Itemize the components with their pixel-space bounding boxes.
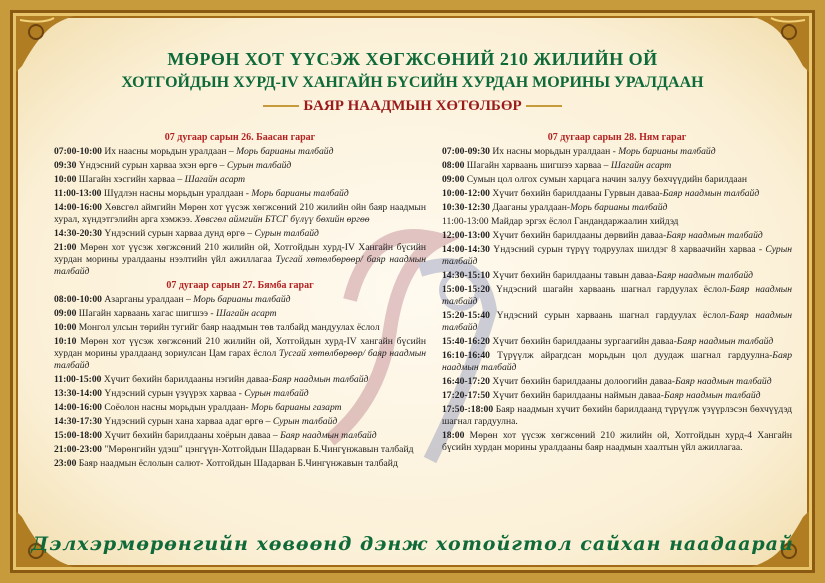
schedule-time: 14:30-17:30 bbox=[54, 416, 102, 427]
schedule-item bbox=[54, 294, 426, 306]
schedule-item bbox=[54, 174, 426, 186]
schedule-item bbox=[442, 284, 792, 308]
schedule-right-column bbox=[442, 130, 792, 456]
schedule-place: Хөвсгөл аймгийн БТСГ бүлүү бөхийн өргөө bbox=[194, 214, 370, 225]
schedule-place: Тусгай хөтөлбөрөөр/ баяр наадмын талбайд bbox=[54, 348, 426, 371]
schedule-item bbox=[54, 444, 426, 456]
schedule-time: 13:30-14:00 bbox=[54, 388, 102, 399]
day-title: 07 дугаар сарын 26. Баасан гараг bbox=[164, 132, 316, 143]
schedule-text: Мөрөн хот үүсэж хөгжсөний 210 жилийн ой, Хотгойдын хурд-4 Хангайн бүсийн хурдан морины уралдааны баяр наадмын хаалтын үйл ажиллагаа. bbox=[442, 430, 792, 453]
schedule-text: Хүчит бөхийн барилдааны дөрвийн даваа- bbox=[489, 230, 667, 241]
schedule-item bbox=[442, 202, 792, 214]
schedule-item bbox=[54, 242, 426, 278]
schedule-item bbox=[54, 336, 426, 372]
schedule-place: Баяр наадмын талбайд bbox=[656, 270, 753, 281]
schedule-text: Баяр наадмын хүчит бөхийн барилдаанд түрүүлж үзүүрлэсэн бөхчүүдэд шагнал гардуулна. bbox=[442, 404, 792, 427]
schedule-item bbox=[54, 202, 426, 226]
day-title: 07 дугаар сарын 27. Бямба гараг bbox=[166, 280, 314, 291]
schedule-text: Хөвсгөл аймгийн Мөрөн хот үүсэж хөгжсөний 210 жилийн ойн баяр наадмын хурал, хүндэтгэлийн арга хэмжээ. bbox=[54, 202, 426, 225]
schedule-left-column bbox=[54, 130, 426, 472]
schedule-time: 15:00-18:00 bbox=[54, 430, 102, 441]
day3-items bbox=[442, 146, 792, 454]
schedule-place: Сурын талбайд bbox=[442, 244, 792, 267]
schedule-text: Шагайн хэсгийн харваа – bbox=[76, 174, 185, 185]
schedule-text: Хүчит бөхийн барилдааны долоогийн даваа- bbox=[489, 376, 676, 387]
schedule-place: Морь барианы газарт bbox=[251, 402, 342, 413]
schedule-place: Морь барианы талбайд bbox=[193, 294, 291, 305]
schedule-time: 15:00-15:20 bbox=[442, 284, 490, 295]
schedule-item bbox=[442, 404, 792, 428]
schedule-text: Шагайн харваань шигшээ харваа – bbox=[464, 160, 611, 171]
schedule-item bbox=[54, 402, 426, 414]
schedule-time: 21:00-23:00 bbox=[54, 444, 102, 455]
schedule-text: Шагайн харваань хагас шигшээ - bbox=[76, 308, 216, 319]
schedule-time: 23:00 bbox=[54, 458, 77, 469]
schedule-text: Сумын цол олгох сумын харцага начин залуу бөхчүүдийн барилдаан bbox=[464, 174, 748, 185]
schedule-text: Хүчит бөхийн барилдааны зургаагийн даваа- bbox=[489, 336, 677, 347]
schedule-text: Их насны морьдын уралдаан - bbox=[489, 146, 619, 157]
schedule-time: 10:10 bbox=[54, 336, 77, 347]
schedule-item bbox=[442, 146, 792, 158]
schedule-item bbox=[442, 270, 792, 282]
schedule-place: Шагайн асарт bbox=[610, 160, 672, 171]
schedule-text: Шүдлэн насны морьдын уралдаан - bbox=[101, 188, 252, 199]
schedule-item bbox=[442, 160, 792, 172]
schedule-item bbox=[54, 308, 426, 320]
schedule-item bbox=[442, 336, 792, 348]
schedule-time: 10:00 bbox=[54, 174, 77, 185]
day1-items bbox=[54, 146, 426, 278]
schedule-text: Түрүүлж айрагдсан морьдын цол дуудаж шагнал гардуулна- bbox=[489, 350, 773, 361]
schedule-place: Морь барианы талбайд bbox=[236, 146, 334, 157]
footer-slogan: Дэлхэрмөрөнгийн хөвөөнд дэнж хотойгтол сайхан наадаарай bbox=[31, 533, 794, 555]
schedule-text: Азарганы уралдаан – bbox=[101, 294, 194, 305]
schedule-item bbox=[54, 146, 426, 158]
schedule-text: Үндэсний сурын харваань шагнал гардуулах ёслол- bbox=[489, 310, 730, 321]
schedule-item bbox=[54, 458, 426, 470]
schedule-item bbox=[442, 390, 792, 402]
schedule-time: 18:00 bbox=[442, 430, 465, 441]
schedule-item bbox=[54, 374, 426, 386]
schedule-item bbox=[442, 430, 792, 454]
schedule-item bbox=[54, 322, 426, 334]
schedule-text: Үндэсний сурын түрүү тодруулах шилдэг 8 харваачийн харваа - bbox=[489, 244, 766, 255]
schedule-text: 11:00-13:00 Майдар эргэх ёслол Гандандаржаалин хийдэд bbox=[442, 216, 679, 227]
schedule-place: Морь барианы талбайд bbox=[251, 188, 349, 199]
schedule-time: 12:00-13:00 bbox=[442, 230, 490, 241]
title-line-2: ХОТГОЙДЫН ХУРД-IV ХАНГАЙН БҮСИЙН ХУРДАН МОРИНЫ УРАЛДААН bbox=[121, 74, 704, 91]
schedule-item bbox=[442, 230, 792, 242]
schedule-place: Баяр наадмын талбайд bbox=[442, 310, 792, 333]
schedule-item bbox=[442, 350, 792, 374]
schedule-place: Сурын талбайд bbox=[244, 388, 309, 399]
schedule-time: 17:20-17:50 bbox=[442, 390, 490, 401]
day-title: 07 дугаар сарын 28. Ням гараг bbox=[547, 132, 687, 143]
schedule-time: 11:00-15:00 bbox=[54, 374, 102, 385]
schedule-time: 08:00-10:00 bbox=[54, 294, 102, 305]
schedule-place: Баяр наадмын талбайд bbox=[271, 374, 369, 385]
schedule-item bbox=[54, 188, 426, 200]
schedule-time: 16:40-17:20 bbox=[442, 376, 490, 387]
schedule-place: Сурын талбайд bbox=[226, 160, 292, 171]
schedule-time: 10:30-12:30 bbox=[442, 202, 490, 213]
poster-footer bbox=[10, 533, 815, 555]
schedule-time: 14:30-15:10 bbox=[442, 270, 490, 281]
schedule-place: Морь барианы талбайд bbox=[570, 202, 668, 213]
schedule-place: Тусгай хөтөлбөрөөр/ баяр наадмын талбайд bbox=[54, 254, 426, 277]
schedule-time: 09:00 bbox=[442, 174, 465, 185]
poster-header bbox=[10, 48, 815, 115]
schedule-text: Хүчит бөхийн барилдааны наймын даваа- bbox=[489, 390, 664, 401]
title-line-3-wrap bbox=[263, 97, 561, 115]
schedule-item bbox=[54, 228, 426, 240]
schedule-time: 10:00 bbox=[54, 322, 77, 333]
schedule-time: 09:00 bbox=[54, 308, 77, 319]
program-title: БАЯР НААДМЫН ХӨТӨЛБӨР bbox=[303, 98, 522, 114]
schedule-place: Баяр наадмын талбайд bbox=[280, 430, 377, 441]
schedule-text: Хүчит бөхийн барилдааны Гурвын даваа- bbox=[489, 188, 663, 199]
schedule-place: Шагайн асарт bbox=[216, 308, 277, 319]
schedule-place: Сурын талбайд bbox=[254, 228, 319, 239]
schedule-time: 07:00-09:30 bbox=[442, 146, 490, 157]
schedule-place: Баяр наадмын талбайд bbox=[676, 336, 774, 347]
schedule-item bbox=[54, 416, 426, 428]
schedule-time: 15:40-16:20 bbox=[442, 336, 490, 347]
schedule-text: Үндэсний сурын үзүүрэх харваа - bbox=[101, 388, 245, 399]
schedule-time: 14:00-16:00 bbox=[54, 202, 102, 213]
schedule-time: 14:30-20:30 bbox=[54, 228, 102, 239]
schedule-time: 07:00-10:00 bbox=[54, 146, 102, 157]
schedule-item bbox=[442, 244, 792, 268]
schedule-place: Морь барианы талбайд bbox=[618, 146, 716, 157]
schedule-text: Дааганы уралдаан- bbox=[489, 202, 571, 213]
schedule-item bbox=[442, 174, 792, 186]
schedule-text: Үндэсний сурын хана харваа адаг өргө – bbox=[101, 416, 273, 427]
schedule-time: 08:00 bbox=[442, 160, 465, 171]
schedule-text: Хүчит бөхийн барилдааны хоёрын даваа – bbox=[101, 430, 281, 441]
schedule-text: Мөрөн хот үүсэж хөгжсөний 210 жилийн ой, Хотгойдын хурд-IV Хангайн бүсийн хурдан морины уралдааны нээлтийн үйл ажиллагаа bbox=[54, 242, 426, 265]
schedule-text: Их наасны морьдын уралдаан – bbox=[101, 146, 237, 157]
schedule-place: Баяр наадмын талбайд bbox=[663, 390, 761, 401]
schedule-item bbox=[54, 160, 426, 172]
schedule-time: 11:00-13:00 bbox=[54, 188, 102, 199]
schedule-text: Үндэсний сурын харваа эхэн өргө – bbox=[76, 160, 227, 171]
schedule-place: Баяр наадмын талбайд bbox=[442, 350, 792, 373]
schedule-text: "Мөрөнгийн удэш" цэнгүүн-Хотгойдын Шадарван Б.Чингүнжавын талбайд bbox=[101, 444, 414, 455]
schedule-text: Мөрөн хот үүсэж хөгжсөний 210 жилийн ой, Хотгойдын хурд-IV хангайн бүсийн хурдан морины уралдаанд зориулсан Цам гарах ёслол bbox=[54, 336, 426, 359]
schedule-place: Баяр наадмын талбайд bbox=[666, 230, 763, 241]
schedule-text: Хүчит бөхийн барилдааны тавын даваа- bbox=[489, 270, 657, 281]
day2-items bbox=[54, 294, 426, 470]
schedule-item bbox=[442, 310, 792, 334]
schedule-time: 15:20-15:40 bbox=[442, 310, 490, 321]
schedule-place: Баяр наадмын талбайд bbox=[675, 376, 772, 387]
schedule-text: Үндэсний сурын харваа дунд өргө – bbox=[101, 228, 255, 239]
schedule-item bbox=[54, 430, 426, 442]
schedule-time: 17:50-:18:00 bbox=[442, 404, 494, 415]
schedule-time: 09:30 bbox=[54, 160, 77, 171]
title-line-1: МӨРӨН ХОТ ҮҮСЭЖ ХӨГЖСӨНИЙ 210 ЖИЛИЙН ОЙ bbox=[167, 49, 658, 69]
schedule-place: Баяр наадмын талбайд bbox=[662, 188, 760, 199]
schedule-time: 21:00 bbox=[54, 242, 77, 253]
schedule-text: Баяр наадмын ёслолын салют- Хотгойдын Шадарван Б.Чингүнжавын талбайд bbox=[76, 458, 398, 469]
schedule-place: Баяр наадмын талбайд bbox=[442, 284, 792, 307]
schedule-text: Хүчит бөхийн барилдааны нэгийн даваа- bbox=[101, 374, 272, 385]
schedule-text: Үндэсний шагайн харваань шагнал гардуулах ёслол- bbox=[489, 284, 730, 295]
schedule-time: 10:00-12:00 bbox=[442, 188, 490, 199]
schedule-item bbox=[442, 188, 792, 200]
schedule-item bbox=[54, 388, 426, 400]
schedule-time: 16:10-16:40 bbox=[442, 350, 490, 361]
schedule-text: Соёолон насны морьдын уралдаан- bbox=[101, 402, 251, 413]
schedule-place: Сурын талбайд bbox=[272, 416, 338, 427]
schedule-text: Монгол улсын төрийн тугийг баяр наадмын төв талбайд мандуулах ёслол bbox=[76, 322, 380, 333]
schedule-item bbox=[442, 376, 792, 388]
schedule-time: 14:00-14:30 bbox=[442, 244, 490, 255]
schedule-place: Шагайн асарт bbox=[184, 174, 246, 185]
schedule-item bbox=[442, 216, 792, 228]
schedule-time: 14:00-16:00 bbox=[54, 402, 102, 413]
